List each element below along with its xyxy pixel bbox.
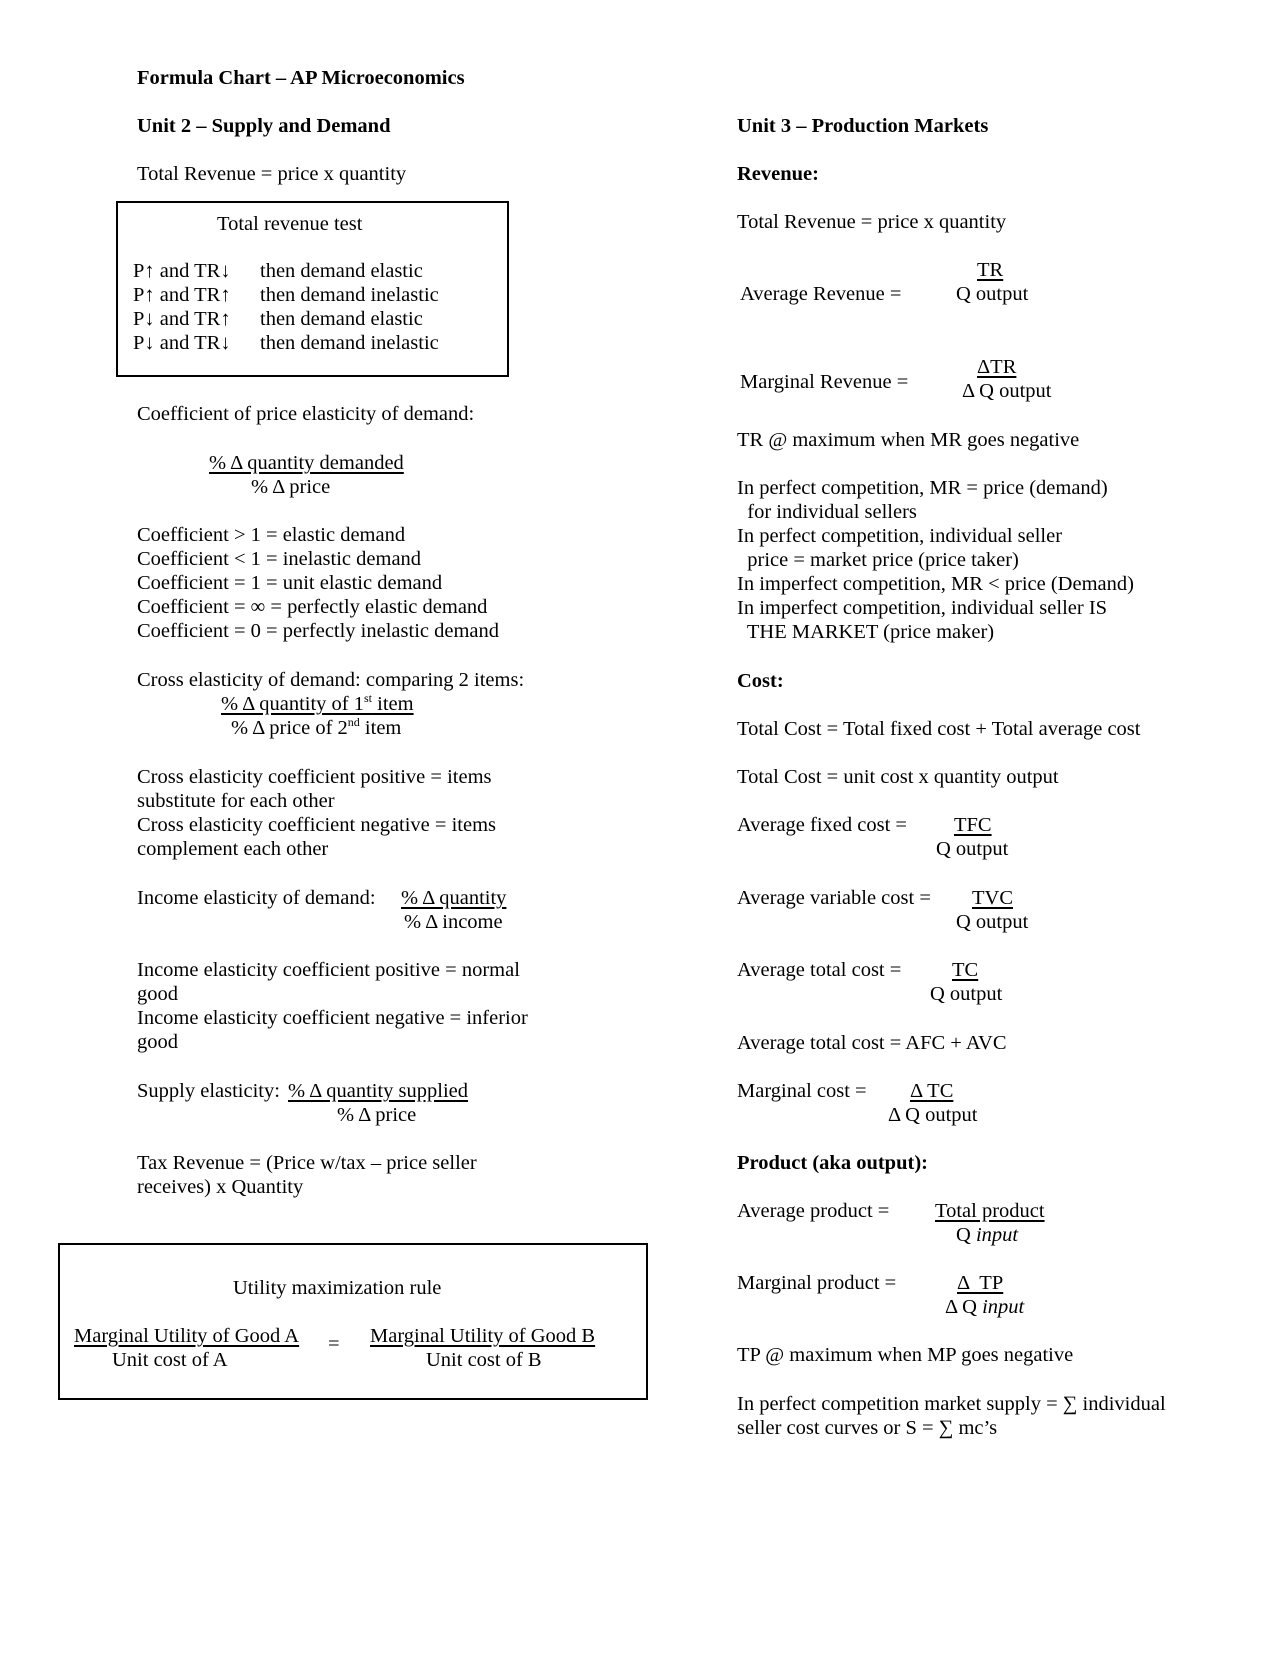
supply-elasticity-numerator: % Δ quantity supplied (288, 1080, 469, 1102)
tr-test-p: P (133, 332, 145, 354)
arrow-icon: ↓ (144, 332, 155, 354)
atc-sum-line: Average total cost = AFC + AVC (737, 1032, 1007, 1054)
tr-test-row (133, 331, 231, 355)
arrow-icon: ↑ (144, 284, 155, 306)
tr-test-row (133, 283, 231, 307)
marginal-revenue-numerator: ΔTR (977, 356, 1017, 378)
competition-line: In perfect competition, MR = price (demand) (737, 477, 1108, 499)
unit3-total-revenue: Total Revenue = price x quantity (737, 211, 1007, 233)
utility-maximization-box (58, 1243, 648, 1400)
coefficient-line: Coefficient > 1 = elastic demand (137, 524, 406, 546)
cross-num-sup: st (364, 691, 373, 706)
avc-label: Average variable cost = (737, 887, 931, 909)
average-revenue-denominator: Q output (956, 283, 1029, 305)
cross-den-post: item (359, 717, 402, 739)
income-elasticity-numerator: % Δ quantity (401, 887, 507, 909)
utility-right-denominator: Unit cost of B (426, 1349, 542, 1371)
tax-revenue-line: Tax Revenue = (Price w/tax – price seller (137, 1152, 477, 1174)
cross-note: Cross elasticity coefficient positive = items (137, 766, 492, 788)
mc-label: Marginal cost = (737, 1080, 867, 1102)
cross-den-text: % Δ price of 2 (231, 717, 348, 739)
cross-elasticity-numerator (221, 692, 414, 716)
average-revenue-label: Average Revenue = (740, 283, 902, 305)
afc-numerator: TFC (954, 814, 992, 836)
page-title: Formula Chart – AP Microeconomics (137, 67, 465, 89)
cross-elasticity-label: Cross elasticity of demand: comparing 2 items: (137, 669, 525, 691)
marginal-revenue-label: Marginal Revenue = (740, 371, 909, 393)
market-supply-line: seller cost curves or S = ∑ mc’s (737, 1417, 998, 1439)
ped-label: Coefficient of price elasticity of demand: (137, 403, 475, 425)
product-heading: Product (aka output): (737, 1152, 928, 1174)
arrow-icon: ↑ (144, 260, 155, 282)
tr-test-row (133, 259, 231, 283)
cross-note: substitute for each other (137, 790, 335, 812)
arrow-icon: ↓ (220, 260, 231, 282)
total-cost-line: Total Cost = Total fixed cost + Total average cost (737, 718, 1141, 740)
mc-numerator: Δ TC (910, 1080, 954, 1102)
competition-line: In imperfect competition, individual seller IS (737, 597, 1108, 619)
tr-max-note: TR @ maximum when MR goes negative (737, 429, 1080, 451)
arrow-icon: ↓ (220, 332, 231, 354)
utility-equals: = (328, 1333, 340, 1355)
tr-test-title: Total revenue test (217, 213, 363, 235)
unit2-total-revenue: Total Revenue = price x quantity (137, 163, 407, 185)
cross-note: Cross elasticity coefficient negative = items (137, 814, 497, 836)
tp-max-note: TP @ maximum when MP goes negative (737, 1344, 1074, 1366)
cross-den-sup: nd (347, 715, 360, 730)
cross-num-text: % Δ quantity of 1 (221, 693, 365, 715)
unit2-heading: Unit 2 – Supply and Demand (137, 115, 391, 137)
tr-test-p: P (133, 308, 145, 330)
tr-test-tr: and TR (154, 284, 221, 306)
mp-denominator (945, 1295, 1024, 1319)
tr-test-result: then demand inelastic (260, 284, 439, 306)
supply-elasticity-denominator: % Δ price (337, 1104, 417, 1126)
cost-heading: Cost: (737, 670, 784, 692)
ap-den-italic: input (975, 1224, 1019, 1246)
cross-elasticity-denominator (231, 716, 401, 740)
ped-numerator: % Δ quantity demanded (209, 452, 404, 474)
total-cost-line: Total Cost = unit cost x quantity output (737, 766, 1059, 788)
tr-test-tr: and TR (154, 260, 221, 282)
ap-numerator: Total product (935, 1200, 1045, 1222)
coefficient-line: Coefficient = ∞ = perfectly elastic demand (137, 596, 488, 618)
income-note: good (137, 1031, 178, 1053)
mp-den-italic: input (982, 1296, 1025, 1318)
tr-test-row (133, 307, 231, 331)
supply-elasticity-label: Supply elasticity: (137, 1080, 280, 1102)
competition-line: for individual sellers (737, 501, 917, 523)
atc-denominator: Q output (930, 983, 1003, 1005)
atc-numerator: TC (952, 959, 979, 981)
unit3-heading: Unit 3 – Production Markets (737, 115, 989, 137)
ped-denominator: % Δ price (251, 476, 331, 498)
arrow-icon: ↑ (220, 284, 231, 306)
tax-revenue-line: receives) x Quantity (137, 1176, 304, 1198)
ap-denominator (956, 1223, 1018, 1247)
competition-line: In imperfect competition, MR < price (Demand) (737, 573, 1134, 595)
income-note: Income elasticity coefficient negative = inferior (137, 1007, 528, 1029)
atc-label: Average total cost = (737, 959, 902, 981)
afc-denominator: Q output (936, 838, 1009, 860)
utility-title: Utility maximization rule (233, 1277, 442, 1299)
cross-note: complement each other (137, 838, 329, 860)
ap-den-text: Q (956, 1224, 976, 1246)
coefficient-line: Coefficient = 0 = perfectly inelastic demand (137, 620, 500, 642)
tr-test-result: then demand elastic (260, 308, 423, 330)
coefficient-line: Coefficient = 1 = unit elastic demand (137, 572, 443, 594)
tr-test-p: P (133, 260, 145, 282)
competition-line: THE MARKET (price maker) (737, 621, 995, 643)
competition-line: price = market price (price taker) (737, 549, 1019, 571)
income-note: good (137, 983, 178, 1005)
ap-label: Average product = (737, 1200, 890, 1222)
cross-num-post: item (372, 693, 414, 715)
income-elasticity-label: Income elasticity of demand: (137, 887, 376, 909)
income-elasticity-denominator: % Δ income (404, 911, 503, 933)
arrow-icon: ↓ (144, 308, 155, 330)
tr-test-result: then demand inelastic (260, 332, 439, 354)
marginal-revenue-denominator: Δ Q output (962, 380, 1052, 402)
arrow-icon: ↑ (220, 308, 231, 330)
competition-line: In perfect competition, individual seller (737, 525, 1063, 547)
revenue-heading: Revenue: (737, 163, 819, 185)
average-revenue-numerator: TR (977, 259, 1004, 281)
income-note: Income elasticity coefficient positive = normal (137, 959, 520, 981)
tr-test-tr: and TR (154, 332, 221, 354)
coefficient-line: Coefficient < 1 = inelastic demand (137, 548, 422, 570)
tr-test-tr: and TR (154, 308, 221, 330)
avc-numerator: TVC (972, 887, 1013, 909)
market-supply-line: In perfect competition market supply = ∑ individual (737, 1393, 1166, 1415)
total-revenue-test-box (116, 201, 509, 377)
tr-test-result: then demand elastic (260, 260, 423, 282)
avc-denominator: Q output (956, 911, 1029, 933)
mp-den-text: Δ Q (945, 1296, 983, 1318)
utility-left-numerator: Marginal Utility of Good A (74, 1325, 300, 1347)
utility-right-numerator: Marginal Utility of Good B (370, 1325, 596, 1347)
mp-numerator: Δ TP (957, 1272, 1004, 1294)
afc-label: Average fixed cost = (737, 814, 907, 836)
mc-denominator: Δ Q output (888, 1104, 978, 1126)
mp-label: Marginal product = (737, 1272, 897, 1294)
tr-test-p: P (133, 284, 145, 306)
utility-left-denominator: Unit cost of A (112, 1349, 228, 1371)
